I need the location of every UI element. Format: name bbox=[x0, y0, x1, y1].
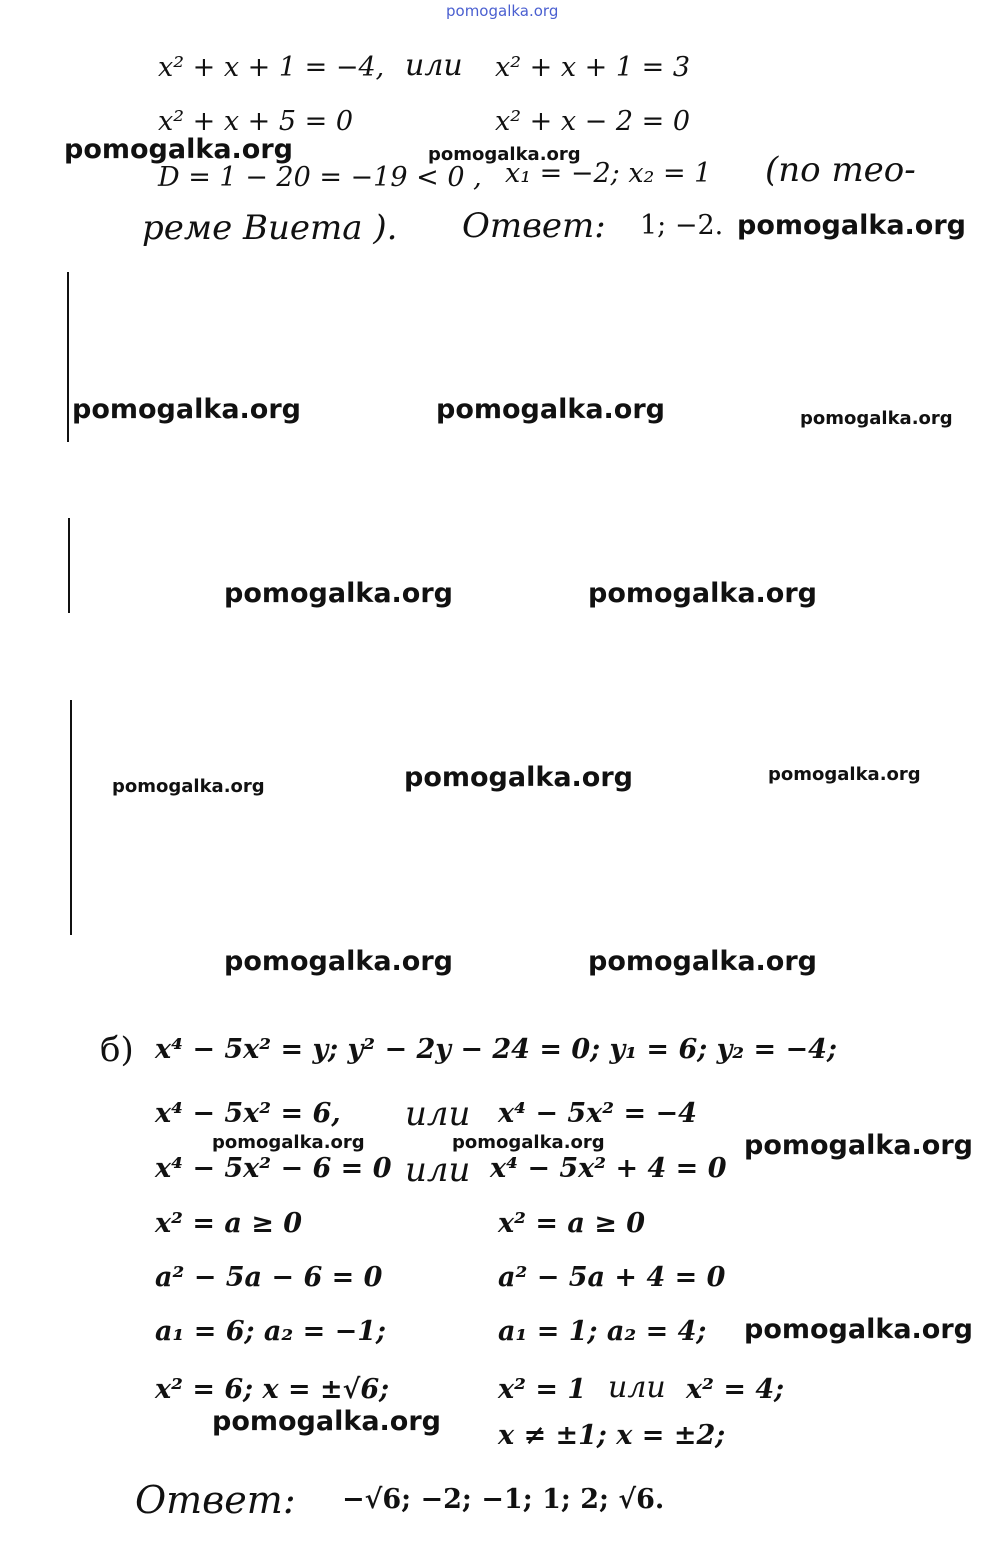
watermark: pomogalka.org bbox=[588, 946, 817, 977]
answer-value-a: 1; −2. bbox=[640, 210, 724, 241]
word-ili-b7: или bbox=[608, 1370, 666, 1405]
watermark: pomogalka.org bbox=[112, 776, 265, 797]
watermark: pomogalka.org bbox=[452, 1132, 605, 1153]
watermark: pomogalka.org bbox=[428, 144, 581, 165]
eq-b-line4-left: x² = a ≥ 0 bbox=[155, 1208, 303, 1239]
eq-a-roots: x₁ = −2; x₂ = 1 bbox=[505, 158, 712, 189]
watermark: pomogalka.org bbox=[224, 946, 453, 977]
answer-value-b: −√6; −2; −1; 1; 2; √6. bbox=[342, 1484, 665, 1515]
eq-a-row1-left: x² + x + 1 = −4, bbox=[158, 52, 385, 83]
eq-b-line3-left: x⁴ − 5x² − 6 = 0 bbox=[155, 1153, 392, 1184]
note-vieta: реме Виета ). bbox=[142, 208, 398, 248]
watermark: pomogalka.org bbox=[737, 210, 966, 241]
eq-a-row2-right: x² + x − 2 = 0 bbox=[495, 106, 690, 137]
eq-a-discriminant: D = 1 − 20 = −19 < 0 , bbox=[158, 162, 482, 193]
eq-b-line7-right-a: x² = 1 bbox=[498, 1374, 587, 1405]
eq-b-line5-right: a² − 5a + 4 = 0 bbox=[498, 1262, 726, 1293]
watermark: pomogalka.org bbox=[72, 394, 301, 425]
watermark: pomogalka.org bbox=[744, 1314, 973, 1345]
answer-label-b: Ответ: bbox=[135, 1478, 296, 1522]
word-ili-b2: или bbox=[405, 1094, 471, 1134]
eq-b-line7-left: x² = 6; x = ±√6; bbox=[155, 1374, 390, 1405]
part-b-label: б) bbox=[100, 1030, 134, 1070]
word-ili-a1: или bbox=[405, 48, 463, 83]
eq-b-line6-right: a₁ = 1; a₂ = 4; bbox=[498, 1316, 707, 1347]
eq-b-line3-right: x⁴ − 5x² + 4 = 0 bbox=[490, 1153, 727, 1184]
answer-label-a: Ответ: bbox=[462, 206, 606, 246]
eq-b-line5-left: a² − 5a − 6 = 0 bbox=[155, 1262, 383, 1293]
eq-b-line1: x⁴ − 5x² = y; y² − 2y − 24 = 0; y₁ = 6; y₂ = −4; bbox=[155, 1034, 837, 1065]
eq-b-line7-right-b: x² = 4; bbox=[686, 1374, 785, 1405]
watermark: pomogalka.org bbox=[588, 578, 817, 609]
watermark: pomogalka.org bbox=[212, 1132, 365, 1153]
eq-b-line8-right: x ≠ ±1; x = ±2; bbox=[498, 1420, 726, 1451]
watermark: pomogalka.org bbox=[404, 762, 633, 793]
watermark: pomogalka.org bbox=[436, 394, 665, 425]
watermark: pomogalka.org bbox=[224, 578, 453, 609]
eq-b-line4-right: x² = a ≥ 0 bbox=[498, 1208, 646, 1239]
note-theorem-a: (по тео- bbox=[765, 150, 916, 190]
eq-b-line2-right: x⁴ − 5x² = −4 bbox=[498, 1098, 697, 1129]
watermark: pomogalka.org bbox=[212, 1406, 441, 1437]
eq-a-row2-left: x² + x + 5 = 0 bbox=[158, 106, 353, 137]
margin-line-2 bbox=[68, 518, 70, 613]
site-url-header[interactable]: pomogalka.org bbox=[446, 2, 559, 20]
watermark: pomogalka.org bbox=[800, 408, 953, 429]
watermark: pomogalka.org bbox=[768, 764, 921, 785]
eq-a-row1-right: x² + x + 1 = 3 bbox=[495, 52, 690, 83]
word-ili-b3: или bbox=[405, 1150, 471, 1190]
margin-line-3 bbox=[70, 700, 72, 935]
watermark: pomogalka.org bbox=[64, 134, 293, 165]
watermark: pomogalka.org bbox=[744, 1130, 973, 1161]
eq-b-line6-left: a₁ = 6; a₂ = −1; bbox=[155, 1316, 387, 1347]
eq-b-line2-left: x⁴ − 5x² = 6, bbox=[155, 1098, 341, 1129]
margin-line-1 bbox=[67, 272, 69, 442]
